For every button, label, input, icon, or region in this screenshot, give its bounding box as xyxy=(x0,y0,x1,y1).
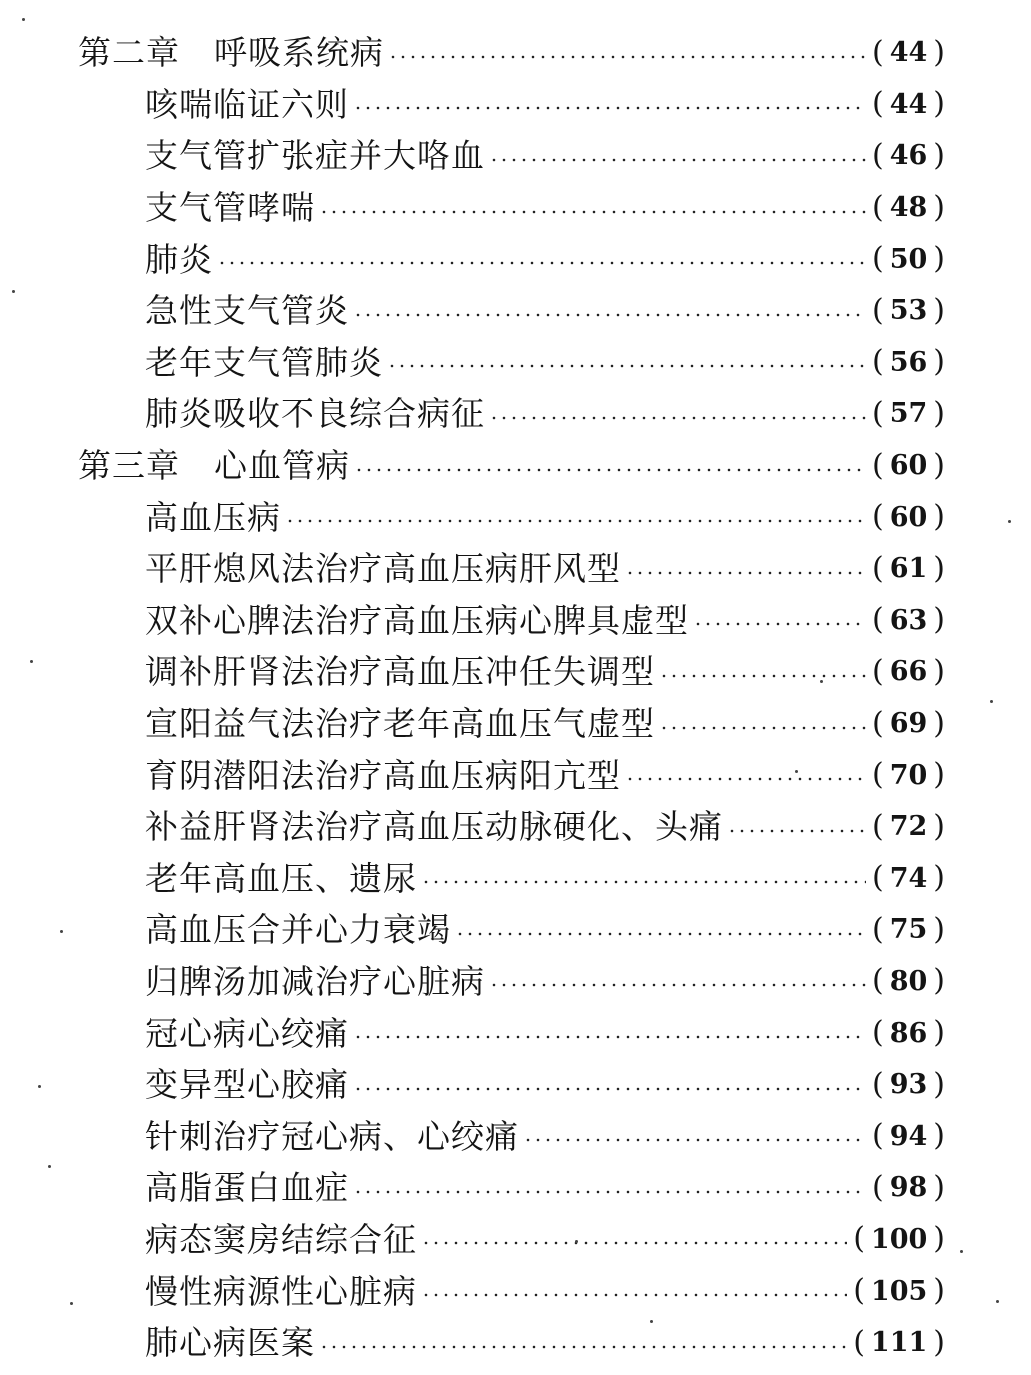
toc-title xyxy=(145,1323,315,1363)
page-number xyxy=(853,1324,945,1360)
toc-title xyxy=(145,858,417,898)
page-number-value: 53 xyxy=(889,295,928,327)
open-paren: ( xyxy=(871,808,884,844)
toc-entry xyxy=(145,182,945,234)
toc-title xyxy=(145,342,383,382)
page-number xyxy=(871,550,945,586)
page-number xyxy=(871,963,945,999)
dot-leader xyxy=(388,55,866,59)
page-number-value: 50 xyxy=(889,243,928,275)
toc-entry-row xyxy=(0,646,1031,698)
toc-entry-row xyxy=(0,233,1031,285)
dot-leader xyxy=(727,829,866,833)
page-number-value: 111 xyxy=(870,1327,928,1359)
open-paren: ( xyxy=(871,344,884,380)
toc-entry-row xyxy=(0,801,1031,853)
toc-entry xyxy=(145,491,945,543)
page-number xyxy=(871,911,945,947)
page-number-value: 63 xyxy=(889,604,928,636)
page-number-value: 100 xyxy=(870,1223,928,1255)
page-number xyxy=(871,86,945,122)
open-paren: ( xyxy=(871,860,884,896)
open-paren: ( xyxy=(871,963,884,999)
toc-entry-row xyxy=(0,1059,1031,1111)
open-paren: ( xyxy=(871,241,884,277)
toc-entry xyxy=(145,79,945,131)
toc-title xyxy=(145,1013,349,1053)
open-paren: ( xyxy=(853,1221,865,1257)
toc-title-text: 高血压病 xyxy=(145,497,281,537)
open-paren: ( xyxy=(871,1118,884,1154)
toc-entry xyxy=(145,956,945,1008)
toc-entry-row xyxy=(0,182,1031,234)
toc-title xyxy=(145,84,349,124)
toc-title-text: 支气管扩张症并大咯血 xyxy=(145,136,485,176)
chapter-label: 第二章 xyxy=(78,33,180,73)
dot-leader xyxy=(523,1138,866,1142)
page-number xyxy=(871,1015,945,1051)
toc-entry-row xyxy=(0,1317,1031,1369)
table-of-contents xyxy=(0,27,1031,1368)
toc-entry xyxy=(145,853,945,905)
dot-leader xyxy=(285,519,866,523)
scan-speck xyxy=(60,930,63,933)
toc-title-text: 肺炎吸收不良综合病征 xyxy=(145,394,485,434)
close-paren: ) xyxy=(933,34,945,70)
toc-title-text: 支气管哮喘 xyxy=(145,188,315,228)
toc-entry xyxy=(145,749,945,801)
close-paren: ) xyxy=(933,1118,945,1154)
toc-entry-row xyxy=(0,130,1031,182)
toc-entry-row xyxy=(0,337,1031,389)
toc-entry-row xyxy=(0,956,1031,1008)
toc-entry xyxy=(145,337,945,389)
toc-title-text: 补益肝肾法治疗高血压动脉硬化、头痛 xyxy=(145,807,723,847)
close-paren: ) xyxy=(933,137,945,173)
toc-title xyxy=(145,497,281,537)
toc-title xyxy=(78,446,350,486)
toc-entry-row xyxy=(0,698,1031,750)
toc-entry-row xyxy=(0,595,1031,647)
dot-leader xyxy=(489,983,866,987)
toc-title xyxy=(145,1168,349,1208)
open-paren: ( xyxy=(871,34,884,70)
toc-title xyxy=(145,188,315,228)
open-paren: ( xyxy=(871,499,884,535)
toc-entry xyxy=(145,1007,945,1059)
toc-title xyxy=(145,755,621,795)
close-paren: ) xyxy=(933,757,945,793)
toc-title-text: 病态窦房结综合征 xyxy=(145,1219,417,1259)
open-paren: ( xyxy=(853,1273,865,1309)
toc-title-text: 平肝熄风法治疗高血压病肝风型 xyxy=(145,549,621,589)
page-number xyxy=(871,241,945,277)
page-number-value: 94 xyxy=(889,1120,928,1152)
toc-entry xyxy=(145,646,945,698)
close-paren: ) xyxy=(933,808,945,844)
page-number xyxy=(871,395,945,431)
page-number-value: 80 xyxy=(889,965,928,997)
page-number-value: 74 xyxy=(889,862,928,894)
dot-leader xyxy=(421,1241,847,1245)
page-number-value: 48 xyxy=(889,192,928,224)
scan-speck xyxy=(996,1300,999,1303)
page-number-value: 60 xyxy=(889,450,928,482)
page-number xyxy=(871,1066,945,1102)
toc-title-text: 冠心病心绞痛 xyxy=(145,1013,349,1053)
toc-title xyxy=(145,1219,417,1259)
page-number-value: 70 xyxy=(889,759,928,791)
toc-entry xyxy=(145,801,945,853)
toc-title xyxy=(145,394,485,434)
toc-title-text: 心血管病 xyxy=(214,446,350,486)
toc-title xyxy=(145,136,485,176)
page-number xyxy=(871,499,945,535)
close-paren: ) xyxy=(933,1169,945,1205)
toc-title-text: 呼吸系统病 xyxy=(214,33,384,73)
open-paren: ( xyxy=(871,1169,884,1205)
page-number xyxy=(871,602,945,638)
toc-title-text: 急性支气管炎 xyxy=(145,291,349,331)
toc-title xyxy=(145,652,655,692)
toc-entry-row xyxy=(0,388,1031,440)
toc-title xyxy=(145,239,213,279)
close-paren: ) xyxy=(933,241,945,277)
close-paren: ) xyxy=(933,447,945,483)
close-paren: ) xyxy=(933,292,945,328)
page-number-value: 69 xyxy=(889,708,928,740)
dot-leader xyxy=(353,1035,866,1039)
dot-leader xyxy=(353,1087,866,1091)
toc-entry-row xyxy=(0,79,1031,131)
toc-chapter-row xyxy=(0,27,1031,79)
close-paren: ) xyxy=(933,705,945,741)
page-number xyxy=(871,344,945,380)
page-number xyxy=(871,137,945,173)
toc-entry-row xyxy=(0,853,1031,905)
toc-chapter-row xyxy=(0,440,1031,492)
dot-leader xyxy=(455,932,866,936)
toc-entry xyxy=(145,1214,945,1266)
scan-speck xyxy=(1008,520,1011,523)
toc-entry xyxy=(145,285,945,337)
page-number-value: 93 xyxy=(889,1069,928,1101)
page-number-value: 44 xyxy=(889,37,928,69)
dot-leader xyxy=(319,1345,847,1349)
toc-entry-row xyxy=(0,904,1031,956)
page-number-value: 66 xyxy=(889,656,928,688)
page-number-value: 44 xyxy=(889,88,928,120)
page-number-value: 105 xyxy=(870,1275,928,1307)
page-number-value: 72 xyxy=(889,811,928,843)
close-paren: ) xyxy=(933,963,945,999)
open-paren: ( xyxy=(871,911,884,947)
toc-title-text: 慢性病源性心脏病 xyxy=(145,1271,417,1311)
scan-speck xyxy=(795,770,798,773)
open-paren: ( xyxy=(871,550,884,586)
close-paren: ) xyxy=(933,1324,945,1360)
page-number-value: 56 xyxy=(889,346,928,378)
close-paren: ) xyxy=(933,860,945,896)
page-number xyxy=(871,1118,945,1154)
page-number xyxy=(871,292,945,328)
dot-leader xyxy=(659,726,866,730)
scan-speck xyxy=(650,1320,653,1323)
toc-entry xyxy=(145,1162,945,1214)
toc-title-text: 老年高血压、遗尿 xyxy=(145,858,417,898)
page-number xyxy=(871,447,945,483)
toc-entry-row xyxy=(0,491,1031,543)
page-number xyxy=(871,1169,945,1205)
scan-speck xyxy=(30,660,33,663)
page-number xyxy=(871,860,945,896)
toc-entry xyxy=(145,1059,945,1111)
open-paren: ( xyxy=(871,189,884,225)
toc-title xyxy=(145,704,655,744)
open-paren: ( xyxy=(853,1324,865,1360)
toc-title xyxy=(145,1271,417,1311)
toc-entry-row xyxy=(0,1214,1031,1266)
toc-title-text: 老年支气管肺炎 xyxy=(145,342,383,382)
toc-entry xyxy=(145,1110,945,1162)
page-number xyxy=(871,808,945,844)
toc-title-text: 咳喘临证六则 xyxy=(145,84,349,124)
close-paren: ) xyxy=(933,395,945,431)
toc-entry xyxy=(145,1265,945,1317)
open-paren: ( xyxy=(871,602,884,638)
close-paren: ) xyxy=(933,344,945,380)
toc-entry-row xyxy=(0,1007,1031,1059)
dot-leader xyxy=(659,674,866,678)
page-number-value: 98 xyxy=(889,1172,928,1204)
page-number-value: 86 xyxy=(889,1017,928,1049)
close-paren: ) xyxy=(933,1221,945,1257)
toc-title-text: 宣阳益气法治疗老年高血压气虚型 xyxy=(145,704,655,744)
open-paren: ( xyxy=(871,137,884,173)
scan-speck xyxy=(38,1085,41,1088)
page-number xyxy=(871,653,945,689)
scan-speck xyxy=(990,700,993,703)
page-number xyxy=(853,1221,945,1257)
dot-leader xyxy=(354,468,866,472)
toc-title xyxy=(145,549,621,589)
scan-speck xyxy=(48,1165,51,1168)
scan-speck xyxy=(12,290,15,293)
toc-title xyxy=(145,910,451,950)
toc-title xyxy=(145,961,485,1001)
page-number-value: 61 xyxy=(889,553,928,585)
close-paren: ) xyxy=(933,550,945,586)
toc-entry-row xyxy=(0,543,1031,595)
toc-entry-row xyxy=(0,749,1031,801)
dot-leader xyxy=(217,261,866,265)
open-paren: ( xyxy=(871,1015,884,1051)
dot-leader xyxy=(693,622,866,626)
page-number xyxy=(871,34,945,70)
toc-title xyxy=(145,807,723,847)
close-paren: ) xyxy=(933,86,945,122)
toc-entry-row xyxy=(0,1162,1031,1214)
toc-entry xyxy=(78,440,945,492)
close-paren: ) xyxy=(933,653,945,689)
open-paren: ( xyxy=(871,705,884,741)
page-number xyxy=(871,757,945,793)
toc-title xyxy=(78,33,384,73)
page-number xyxy=(871,189,945,225)
toc-entry xyxy=(78,27,945,79)
dot-leader xyxy=(489,416,866,420)
close-paren: ) xyxy=(933,602,945,638)
dot-leader xyxy=(421,1293,847,1297)
dot-leader xyxy=(421,880,866,884)
toc-entry xyxy=(145,595,945,647)
toc-entry xyxy=(145,904,945,956)
dot-leader xyxy=(353,1190,866,1194)
scan-speck xyxy=(960,1250,963,1253)
toc-title-text: 肺心病医案 xyxy=(145,1323,315,1363)
toc-title xyxy=(145,1116,519,1156)
scan-speck xyxy=(70,1302,73,1305)
toc-title xyxy=(145,1065,349,1105)
close-paren: ) xyxy=(933,499,945,535)
toc-title-text: 高脂蛋白血症 xyxy=(145,1168,349,1208)
toc-entry-row xyxy=(0,285,1031,337)
dot-leader xyxy=(319,210,866,214)
page-number-value: 46 xyxy=(889,140,928,172)
page-number xyxy=(853,1273,945,1309)
dot-leader xyxy=(489,158,866,162)
toc-title-text: 双补心脾法治疗高血压病心脾具虚型 xyxy=(145,600,689,640)
toc-entry-row xyxy=(0,1110,1031,1162)
page-number xyxy=(871,705,945,741)
toc-entry xyxy=(145,1317,945,1369)
open-paren: ( xyxy=(871,395,884,431)
toc-entry xyxy=(145,233,945,285)
page-number-value: 57 xyxy=(889,398,928,430)
dot-leader xyxy=(353,313,866,317)
close-paren: ) xyxy=(933,1015,945,1051)
toc-entry xyxy=(145,543,945,595)
close-paren: ) xyxy=(933,189,945,225)
toc-title-text: 高血压合并心力衰竭 xyxy=(145,910,451,950)
open-paren: ( xyxy=(871,447,884,483)
open-paren: ( xyxy=(871,292,884,328)
close-paren: ) xyxy=(933,1066,945,1102)
toc-title-text: 变异型心胶痛 xyxy=(145,1065,349,1105)
toc-title-text: 调补肝肾法治疗高血压冲任失调型 xyxy=(145,652,655,692)
dot-leader xyxy=(353,106,866,110)
page-number-value: 75 xyxy=(889,914,928,946)
open-paren: ( xyxy=(871,757,884,793)
dot-leader xyxy=(625,777,866,781)
open-paren: ( xyxy=(871,1066,884,1102)
close-paren: ) xyxy=(933,1273,945,1309)
close-paren: ) xyxy=(933,911,945,947)
scan-speck xyxy=(820,680,823,683)
toc-title xyxy=(145,600,689,640)
toc-entry-row xyxy=(0,1265,1031,1317)
dot-leader xyxy=(387,364,866,368)
toc-title-text: 肺炎 xyxy=(145,239,213,279)
toc-title-text: 育阴潜阳法治疗高血压病阳亢型 xyxy=(145,755,621,795)
open-paren: ( xyxy=(871,653,884,689)
chapter-label: 第三章 xyxy=(78,446,180,486)
toc-entry xyxy=(145,388,945,440)
toc-entry xyxy=(145,130,945,182)
open-paren: ( xyxy=(871,86,884,122)
dot-leader xyxy=(625,571,866,575)
scan-speck xyxy=(22,18,25,21)
toc-title-text: 针刺治疗冠心病、心绞痛 xyxy=(145,1116,519,1156)
toc-entry xyxy=(145,698,945,750)
toc-title-text: 归脾汤加减治疗心脏病 xyxy=(145,961,485,1001)
page-number-value: 60 xyxy=(889,501,928,533)
scan-speck xyxy=(575,1240,578,1243)
toc-title xyxy=(145,291,349,331)
